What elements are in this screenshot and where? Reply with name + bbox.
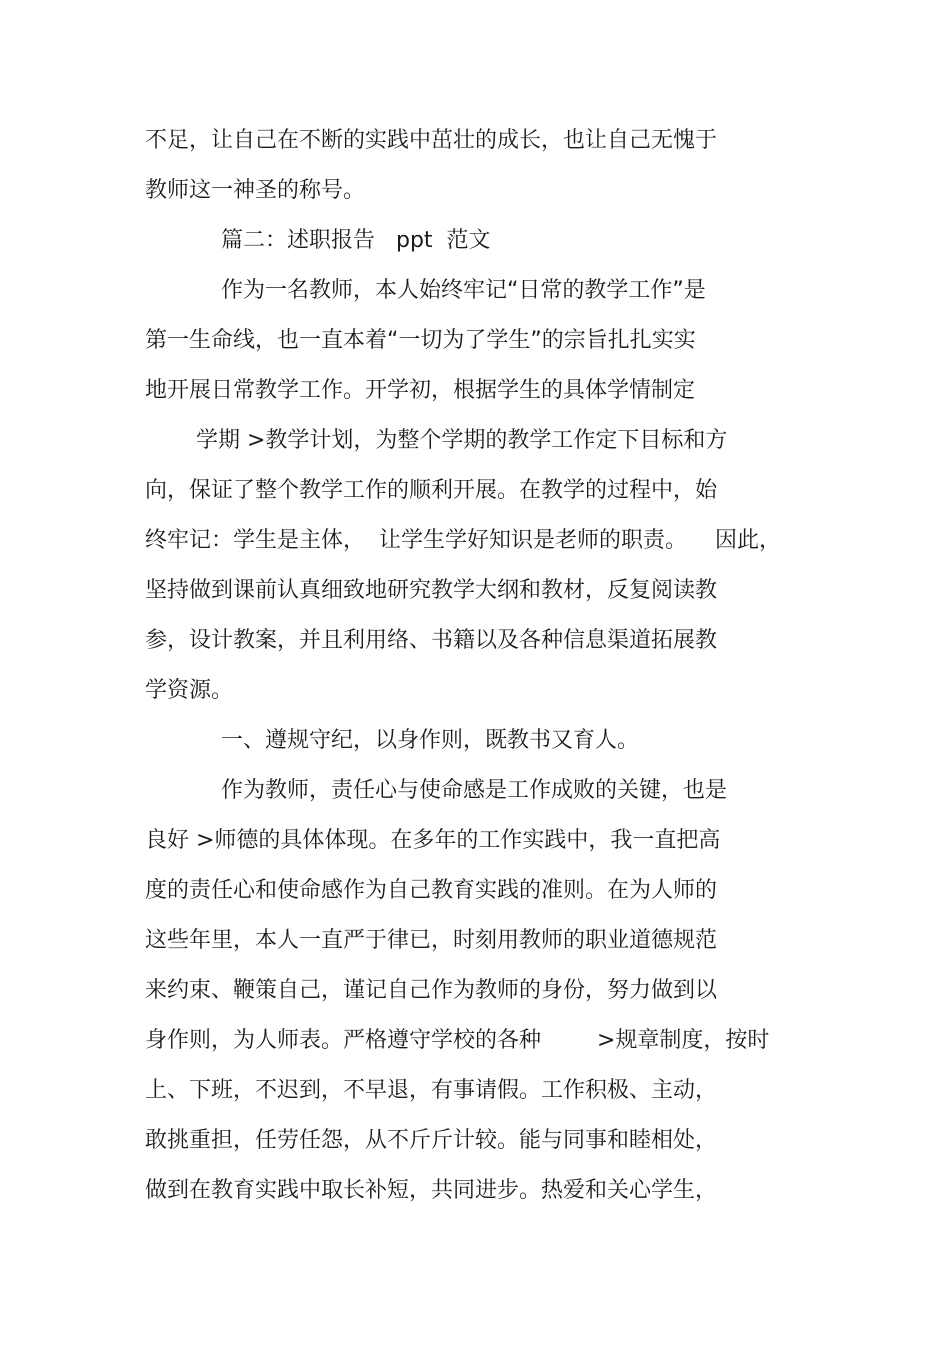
text-line: 来约束、鞭策自己，谨记自己作为教师的身份，努力做到以 <box>145 978 718 1003</box>
text-line: 身作则，为人师表。严格遵守学校的各种 >规章制度，按时 <box>145 1028 770 1053</box>
section-heading: 一、遵规守纪，以身作则，既教书又育人。 <box>221 728 640 753</box>
section-heading: 篇二：述职报告 ppt 范文 <box>221 228 491 253</box>
text-line: 教师这一神圣的称号。 <box>145 178 366 203</box>
text-line: 不足，让自己在不断的实践中茁壮的成长，也让自己无愧于 <box>145 128 718 153</box>
text-line: 学资源。 <box>145 678 234 703</box>
text-line: 这些年里，本人一直严于律已，时刻用教师的职业道德规范 <box>145 928 718 953</box>
text-line: 学期 >教学计划，为整个学期的教学工作定下目标和方 <box>196 428 728 453</box>
text-line: 第一生命线，也一直本着“一切为了学生”的宗旨扎扎实实 <box>145 328 696 353</box>
text-line: 坚持做到课前认真细致地研究教学大纲和教材，反复阅读教 <box>145 578 718 603</box>
text-line: 度的责任心和使命感作为自己教育实践的准则。在为人师的 <box>145 878 718 903</box>
text-line: 做到在教育实践中取长补短，共同进步。热爱和关心学生， <box>145 1178 718 1203</box>
text-line: 敢挑重担，任劳任怨，从不斤斤计较。能与同事和睦相处， <box>145 1128 718 1153</box>
text-line: 良好 >师德的具体体现。在多年的工作实践中，我一直把高 <box>145 828 721 853</box>
text-line: 参，设计教案，并且利用络、书籍以及各种信息渠道拓展教 <box>145 628 718 653</box>
paragraph-first-line: 作为教师，责任心与使命感是工作成败的关键，也是 <box>221 778 728 803</box>
text-line: 地开展日常教学工作。开学初，根据学生的具体学情制定 <box>145 378 696 403</box>
text-line: 向，保证了整个教学工作的顺利开展。在教学的过程中，始 <box>145 478 718 503</box>
text-line: 上、下班，不迟到，不早退，有事请假。工作积极、主动， <box>145 1078 718 1103</box>
paragraph-first-line: 作为一名教师，本人始终牢记“日常的教学工作”是 <box>221 278 706 303</box>
text-line: 终牢记：学生是主体， 让学生学好知识是老师的职责。 因此， <box>145 528 781 553</box>
